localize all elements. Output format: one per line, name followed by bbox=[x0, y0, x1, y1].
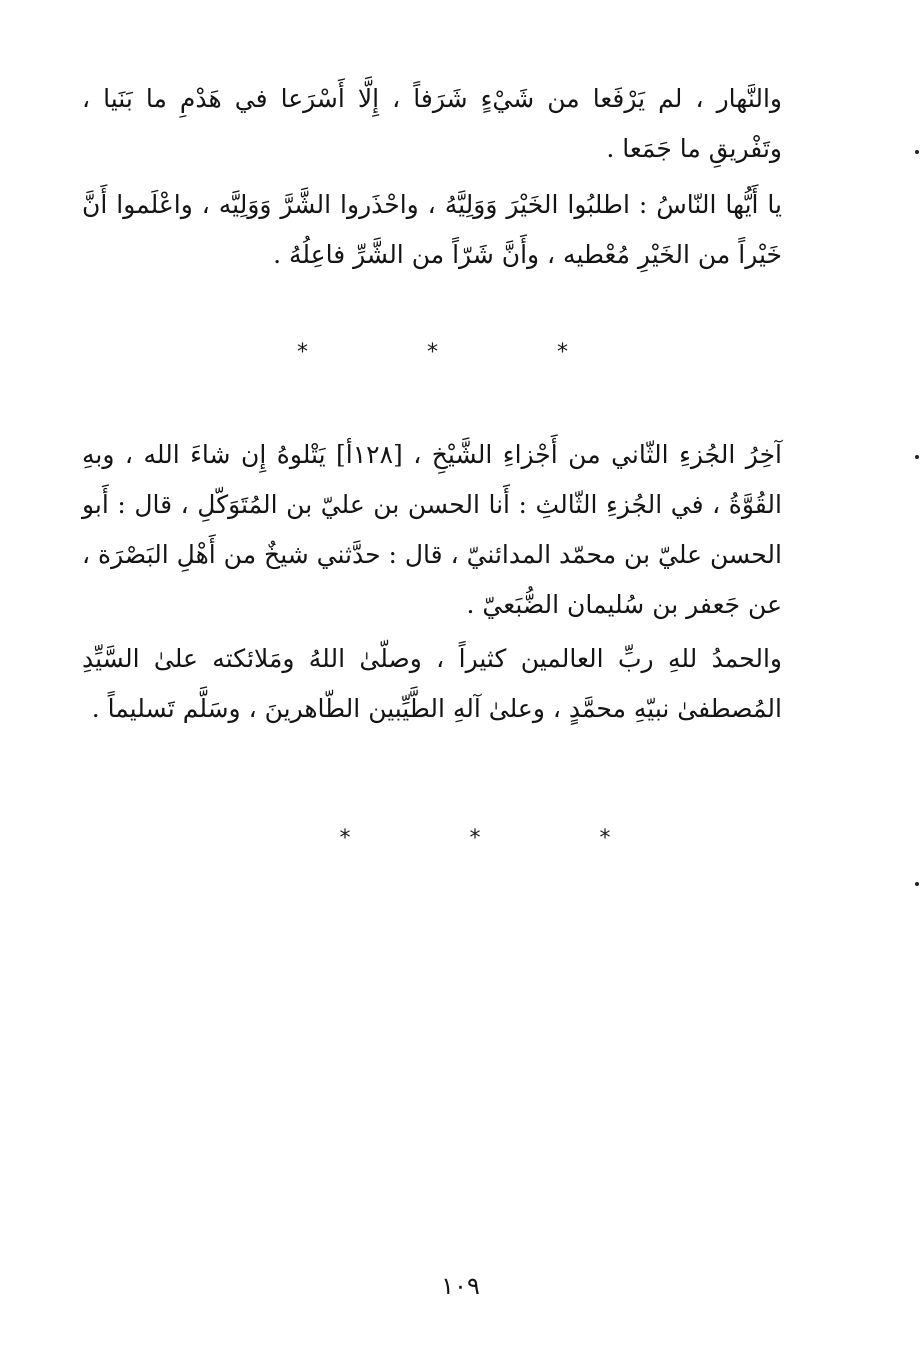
section-separator-2: * * * bbox=[339, 826, 667, 851]
page-number: ١٠٩ bbox=[441, 1272, 480, 1300]
scan-edge-mark bbox=[915, 150, 919, 154]
scan-edge-mark bbox=[915, 882, 919, 886]
paragraph-4: والحمدُ للهِ ربِّ العالمين كثيراً ، وصلّىٰ اللهُ ومَلائكته علىٰ السَّيِّدِ المُصطفىٰ نبيّهِ محمَّدٍ ، وعلىٰ آلهِ الطَّيِّبين الطّاهرينَ ، وسَلَّم تَسليماً . bbox=[82, 644, 782, 723]
paragraph-1: والنَّهار ، لم يَرْفَعا من شَيْءٍ شَرَفاً ، إِلَّا أَسْرَعا في هَدْمِ ما بَنَيا ، وتَفْريقِ ما جَمَعا . bbox=[82, 84, 782, 163]
section-separator-1: * * * bbox=[297, 340, 624, 365]
paragraph-2: يا أَيُّها النّاسُ : اطلبُوا الخَيْرَ وَوَلِيَّهُ ، واحْذَروا الشَّرَّ وَوَلِيَّه ، واعْلَموا أَنَّ خَيْراً من الخَيْرِ مُعْطيه ، وأَنَّ شَرّاً من الشَّرِّ فاعِلُهُ . bbox=[82, 190, 782, 269]
paragraph-3: آخِرُ الجُزءِ الثّاني من أَجْزاءِ الشَّيْخِ ، [١٢٨أ] يَتْلوهُ إِن شاءَ الله ، وبهِ القُوَّةُ ، في الجُزءِ الثّالثِ : أَنا الحسن بن عليّ بن المُتَوَكّلِ ، قال : أَبو الحسن عليّ بن محمّد المدائنيّ ، قال : حدَّثني شيخٌ من أَهْلِ البَصْرَة ، عن جَعفر بن سُليمان الضُّبَعيّ . bbox=[82, 440, 782, 619]
scan-edge-mark bbox=[915, 455, 919, 459]
